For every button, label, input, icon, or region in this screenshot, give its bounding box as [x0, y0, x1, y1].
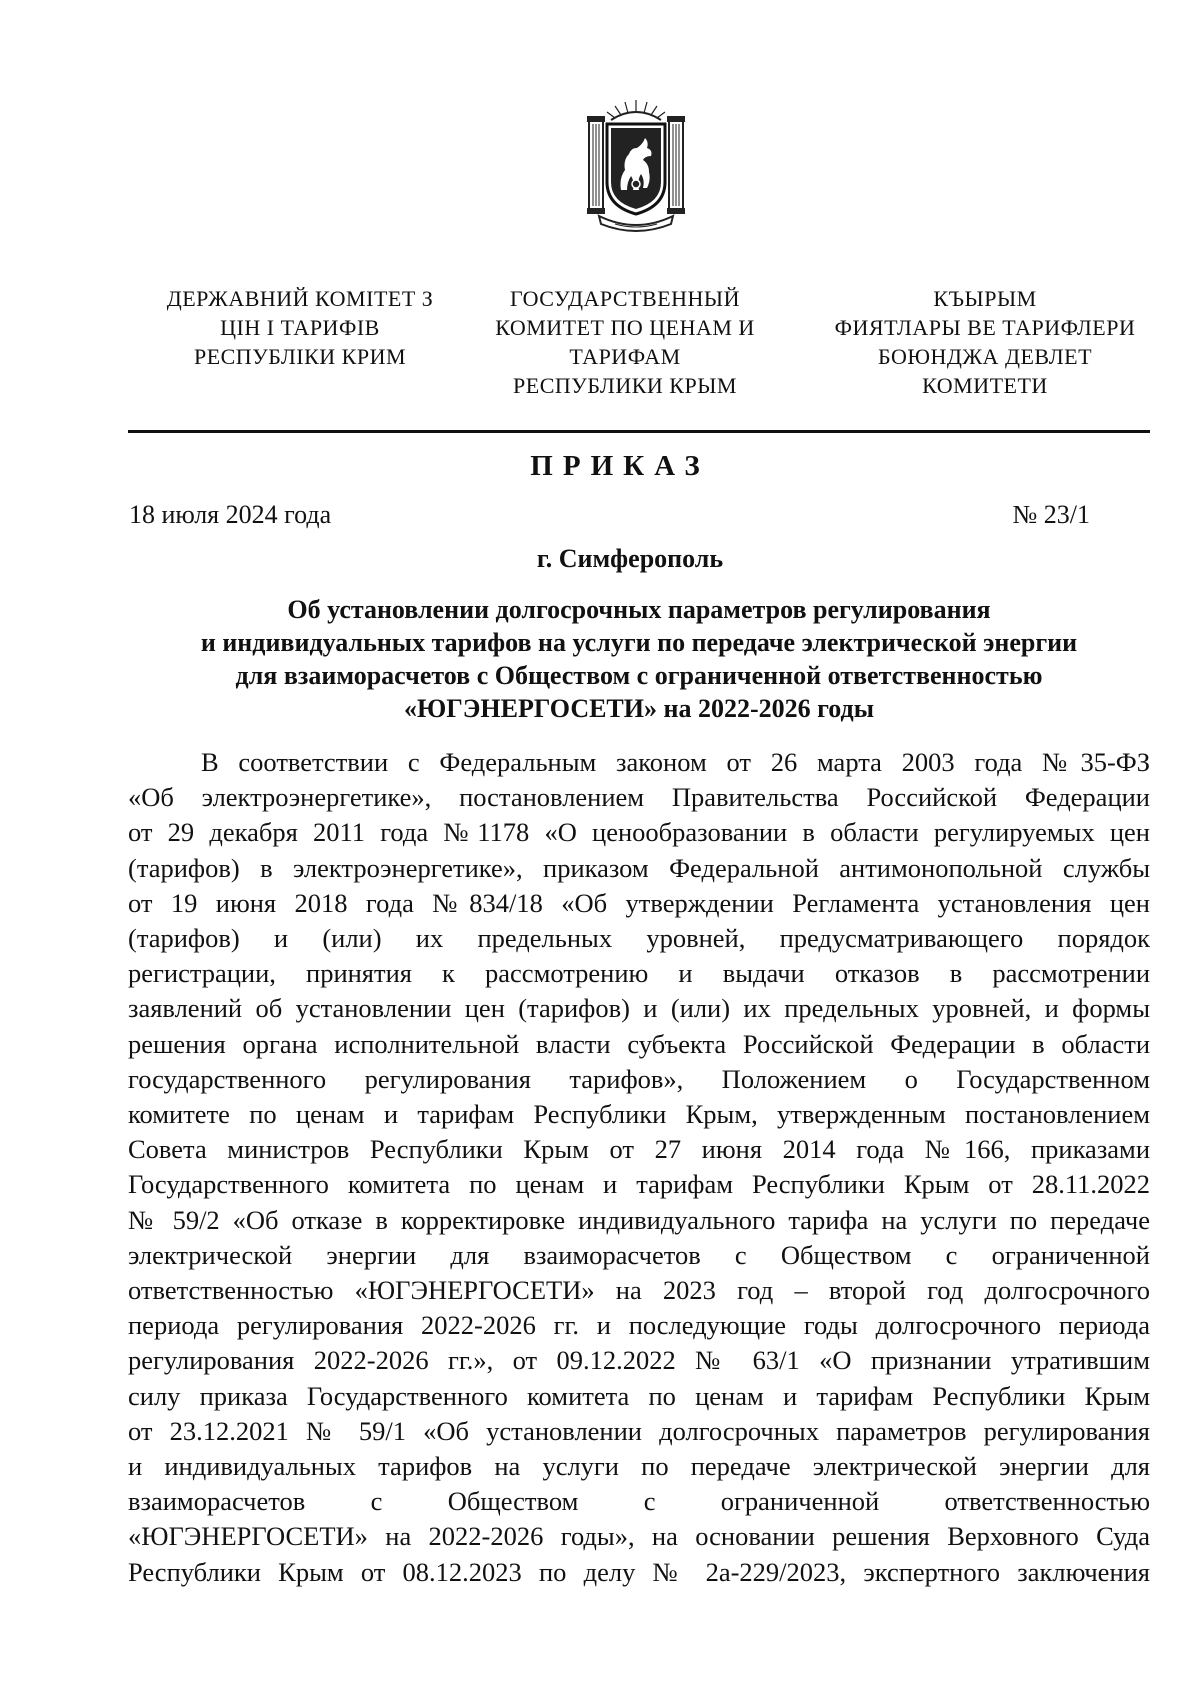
- body-line: регулирования 2022-2026 гг.», от 09.12.2022 № 63/1 «О признании утратившим: [128, 1345, 1150, 1376]
- body-line: заявлений об установлении цен (тарифов) и (или) их предельных уровней, и формы: [128, 993, 1150, 1024]
- body-line: от 29 декабря 2011 года №1178 «О ценообразовании в области регулируемых цен: [128, 817, 1150, 848]
- body-line: комитете по ценам и тарифам Республики Крым, утвержденным постановлением: [128, 1099, 1150, 1130]
- header-divider: [128, 430, 1150, 433]
- body-line: государственного регулирования тарифов», Положением о Государственном: [128, 1063, 1150, 1094]
- document-city: г. Симферополь: [536, 544, 724, 573]
- document-title: ПРИКАЗ: [530, 450, 710, 482]
- header-line: ГОСУДАРСТВЕННЫЙ: [509, 286, 741, 311]
- body-line: от 23.12.2021 № 59/1 «Об установлении долгосрочных параметров регулирования: [128, 1415, 1150, 1446]
- document-body: [128, 745, 1150, 1590]
- header-line: ТАРИФАМ: [569, 344, 681, 369]
- header-line: ФИЯТЛАРЫ ВЕ ТАРИФЛЕРИ: [834, 315, 1136, 340]
- body-line: решения органа исполнительной власти субъекта Российской Федерации в области: [128, 1028, 1150, 1059]
- body-line: (тарифов) в электроэнергетике», приказом Федеральной антимонопольной службы: [128, 852, 1150, 883]
- body-line: взаиморасчетов с Обществом с ограниченной ответственностью: [128, 1486, 1150, 1517]
- header-line: ДЕРЖАВНИЙ КОМІТЕТ З: [166, 286, 434, 311]
- body-line: Совета министров Республики Крым от 27 июня 2014 года №166, приказами: [128, 1134, 1150, 1165]
- body-line: Республики Крым от 08.12.2023 по делу № 2а-229/2023, экспертного заключения: [128, 1556, 1150, 1587]
- body-line: Государственного комитета по ценам и тарифам Республики Крым от 28.11.2022: [128, 1169, 1150, 1200]
- header-russian: [475, 284, 775, 400]
- body-line: периода регулирования 2022-2026 гг. и последующие годы долгосрочного периода: [128, 1310, 1150, 1341]
- body-line: «ЮГЭНЕРГОСЕТИ» на 2022-2026 годы», на основании решения Верховного Суда: [128, 1521, 1150, 1552]
- body-line: «Об электроэнергетике», постановлением Правительства Российской Федерации: [128, 782, 1150, 813]
- body-line: от 19 июня 2018 года №834/18 «Об утверждении Регламента установления цен: [128, 887, 1150, 918]
- body-line: № 59/2 «Об отказе в корректировке индивидуального тарифа на услуги по передаче: [128, 1204, 1150, 1235]
- body-line: силу приказа Государственного комитета по ценам и тарифам Республики Крым: [128, 1380, 1150, 1411]
- header-line: РЕСПУБЛІКИ КРИМ: [193, 344, 407, 369]
- document-number: № 23/1: [1012, 500, 1090, 529]
- header-line: РЕСПУБЛИКИ КРЫМ: [513, 373, 737, 398]
- subject-line: и индивидуальных тарифов на услуги по передаче электрической энергии: [200, 628, 1078, 657]
- crimea-coat-of-arms-icon: [585, 98, 687, 236]
- header-line: КОМИТЕТ ПО ЦЕНАМ И: [495, 315, 755, 340]
- document-date: 18 июля 2024 года: [129, 500, 332, 529]
- body-line: электрической энергии для взаиморасчетов с Обществом с ограниченной: [128, 1239, 1150, 1270]
- header-line: КЪЫРЫМ: [933, 286, 1037, 311]
- subject-line: Об установлении долгосрочных параметров регулирования: [287, 595, 991, 624]
- document-subject: [128, 593, 1150, 725]
- header-crimean-tatar: [825, 284, 1145, 400]
- body-line: и индивидуальных тарифов на услуги по передаче электрической энергии для: [128, 1451, 1150, 1482]
- subject-line: «ЮГЭНЕРГОСЕТИ» на 2022-2026 годы: [403, 694, 875, 723]
- body-line: регистрации, принятия к рассмотрению и выдачи отказов в рассмотрении: [128, 958, 1150, 989]
- header-line: КОМИТЕТИ: [922, 373, 1048, 398]
- header-line: ЦІН І ТАРИФІВ: [220, 315, 380, 340]
- body-line: (тарифов) и (или) их предельных уровней, предусматривающего порядок: [128, 923, 1150, 954]
- header-ukrainian: [150, 284, 450, 371]
- body-line: ответственностью «ЮГЭНЕРГОСЕТИ» на 2023 год – второй год долгосрочного: [128, 1275, 1150, 1306]
- subject-line: для взаиморасчетов с Обществом с ограниченной ответственностью: [235, 661, 1043, 690]
- letterhead: [130, 282, 1150, 412]
- header-line: БОЮНДЖА ДЕВЛЕТ: [877, 344, 1093, 369]
- body-line: В соответствии с Федеральным законом от 26 марта 2003 года №35-ФЗ: [201, 747, 1150, 777]
